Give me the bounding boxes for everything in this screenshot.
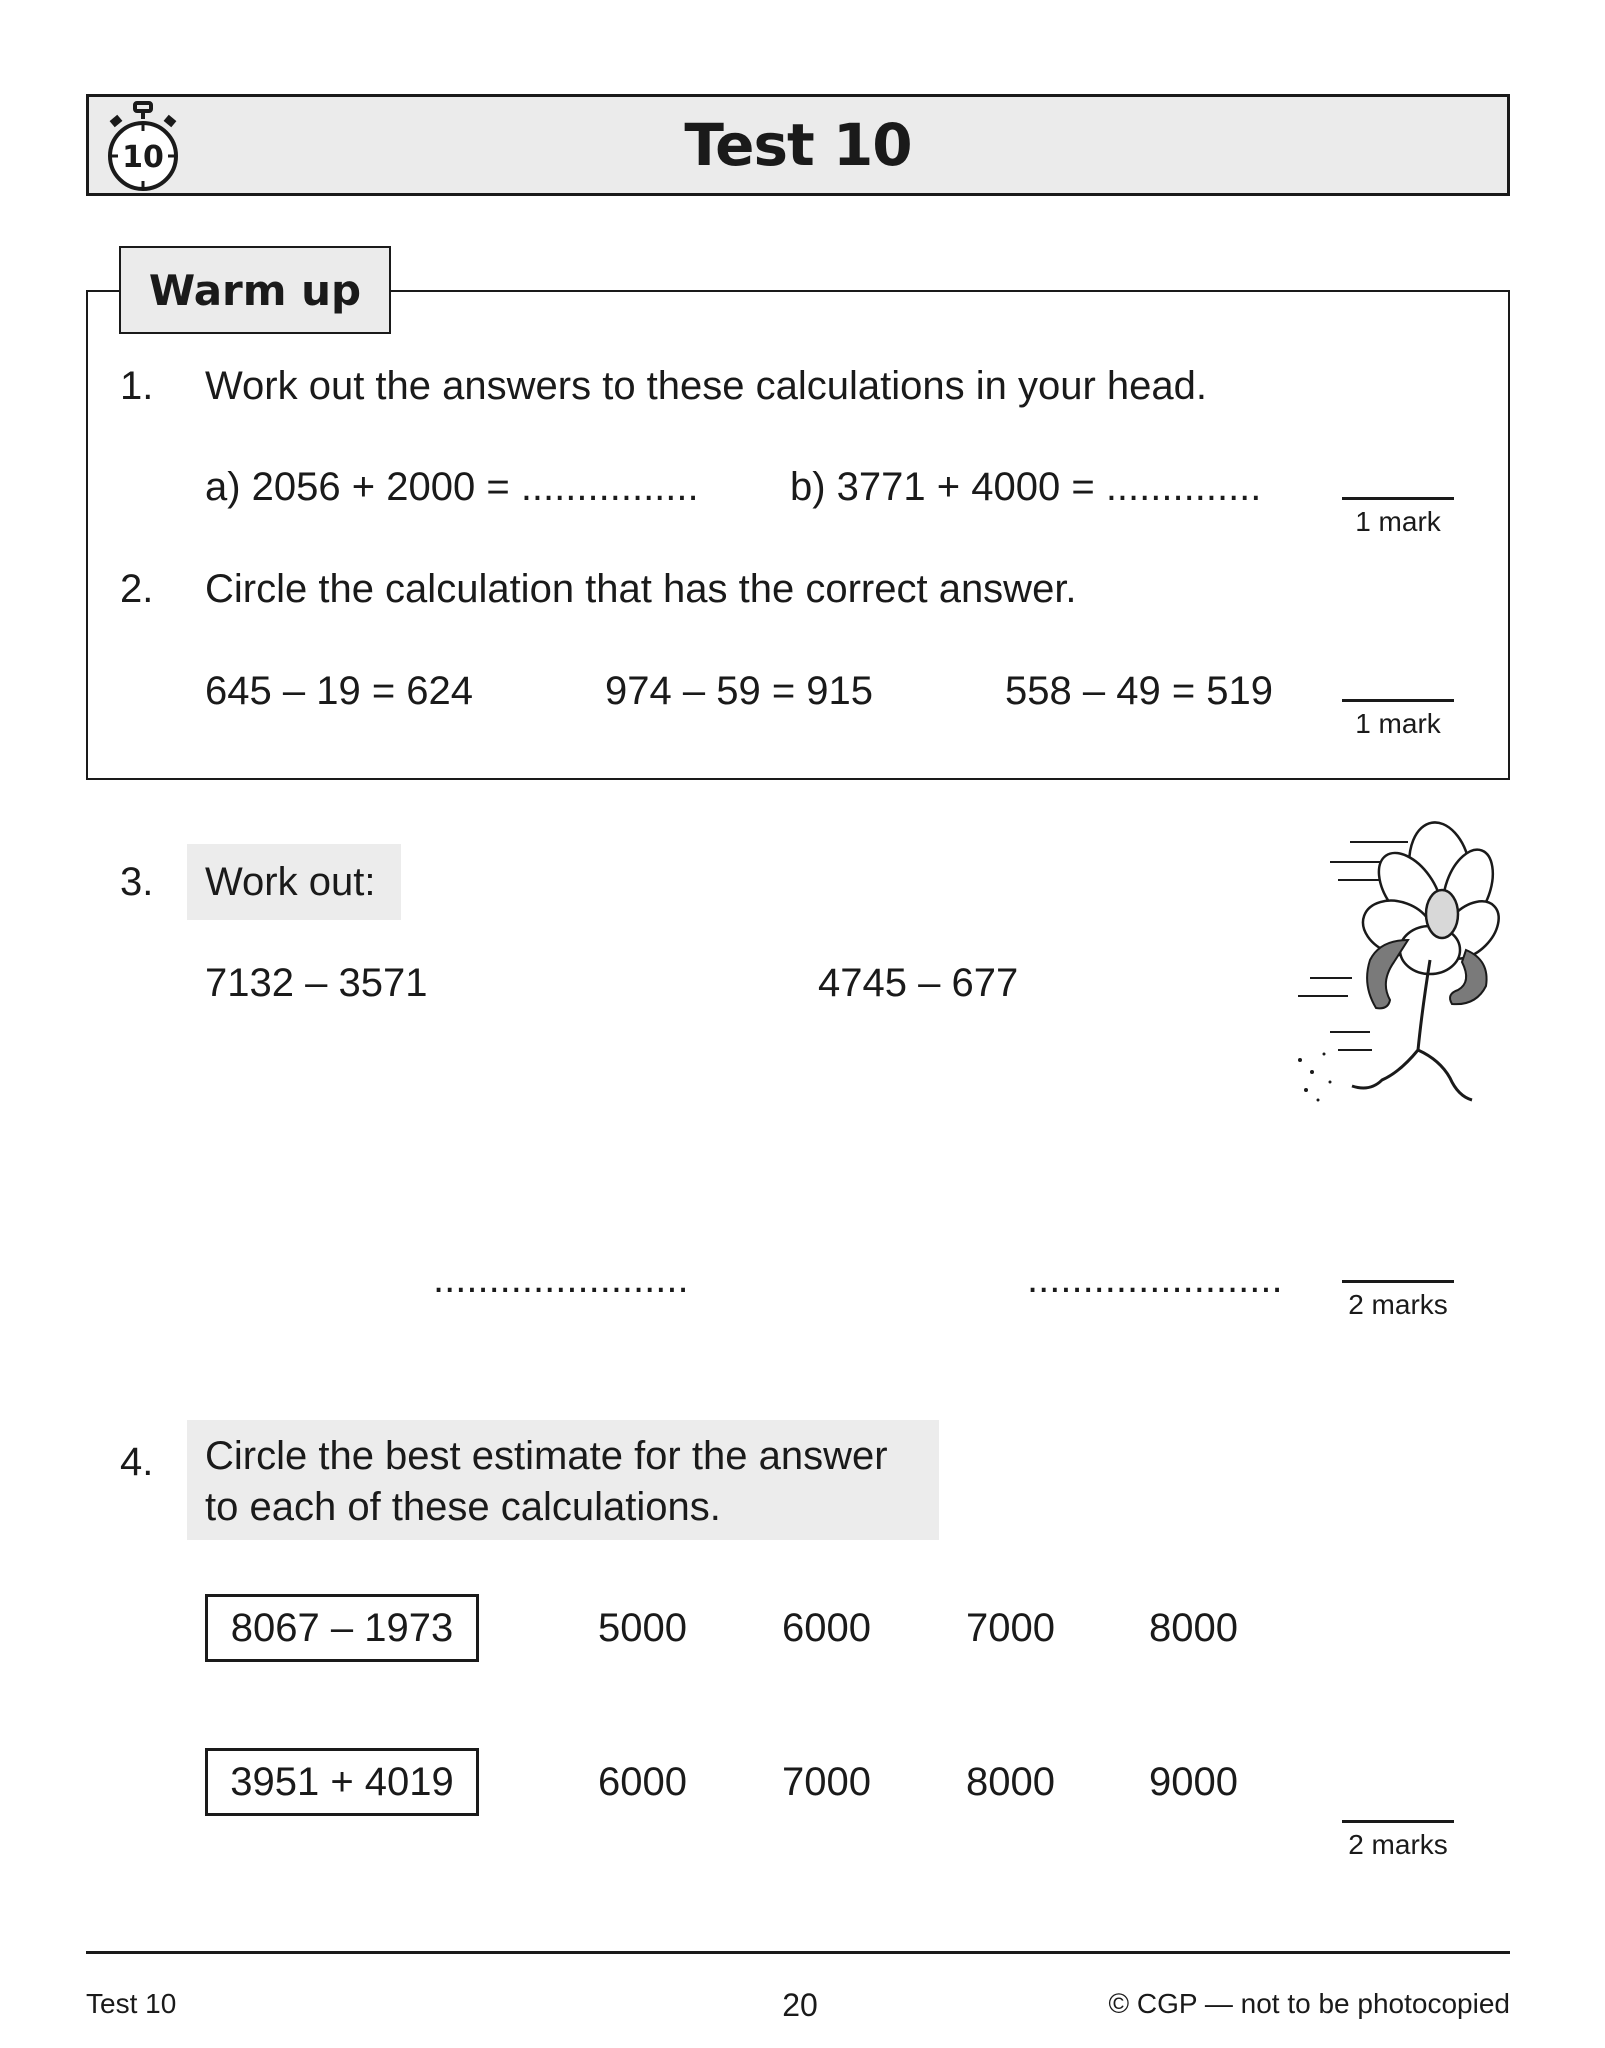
warmup-label: Warm up <box>119 246 391 334</box>
q4-estimate-option[interactable]: 8000 <box>1149 1606 1238 1650</box>
footer-copyright: © CGP — not to be photocopied <box>1108 1988 1510 2019</box>
q1-mark-line <box>1342 497 1454 500</box>
q3-calc: 4745 – 677 <box>818 961 1019 1005</box>
q4-marks: 2 marks <box>1348 1829 1448 1860</box>
q1-marks: 1 mark <box>1355 506 1441 537</box>
stopwatch-icon <box>103 101 183 193</box>
q3-text: Work out: <box>205 860 376 904</box>
q4-mark-line <box>1342 1820 1454 1823</box>
q4-calc-box: 8067 – 1973 <box>205 1594 479 1662</box>
q4-text: Circle the best estimate for the answer <box>205 1434 888 1478</box>
q2-text: Circle the calculation that has the correct answer. <box>205 567 1077 611</box>
q4-estimate-option[interactable]: 7000 <box>966 1606 1055 1650</box>
q1-text: Work out the answers to these calculations in your head. <box>205 364 1208 408</box>
q2-option[interactable]: 645 – 19 = 624 <box>205 669 474 713</box>
q4-text: to each of these calculations. <box>205 1485 721 1529</box>
q4-estimate-option[interactable]: 6000 <box>598 1760 687 1804</box>
q2-option[interactable]: 974 – 59 = 915 <box>605 669 874 713</box>
q3-calc: 7132 – 3571 <box>205 961 428 1005</box>
q3-marks: 2 marks <box>1348 1289 1448 1320</box>
q1-part-b: b) 3771 + 4000 = .............. <box>790 465 1262 509</box>
footer-divider <box>86 1951 1510 1954</box>
q2-option[interactable]: 558 – 49 = 519 <box>1005 669 1274 713</box>
q2-mark-line <box>1342 699 1454 702</box>
q3-answer-line[interactable]: ....................... <box>1027 1257 1283 1301</box>
running-flower-icon <box>1290 810 1510 1130</box>
q3-mark-line <box>1342 1280 1454 1283</box>
q4-estimate-option[interactable]: 9000 <box>1149 1760 1238 1804</box>
timer-minutes: 10 <box>122 140 164 175</box>
q4-estimate-option[interactable]: 7000 <box>782 1760 871 1804</box>
page-title: Test 10 <box>684 111 912 179</box>
q4-estimate-option[interactable]: 8000 <box>966 1760 1055 1804</box>
test-header <box>86 94 1510 196</box>
q3-number: 3. <box>120 860 154 904</box>
footer-test-label: Test 10 <box>86 1988 177 2019</box>
q4-estimate-option[interactable]: 5000 <box>598 1606 687 1650</box>
q4-number: 4. <box>120 1440 154 1484</box>
q2-marks: 1 mark <box>1355 708 1441 739</box>
q4-calc-box: 3951 + 4019 <box>205 1748 479 1816</box>
q4-estimate-option[interactable]: 6000 <box>782 1606 871 1650</box>
page-number: 20 <box>782 1987 818 2023</box>
q1-number: 1. <box>120 364 154 408</box>
q2-number: 2. <box>120 567 154 611</box>
q1-part-a: a) 2056 + 2000 = ................ <box>205 465 699 509</box>
q3-answer-line[interactable]: ....................... <box>433 1257 689 1301</box>
